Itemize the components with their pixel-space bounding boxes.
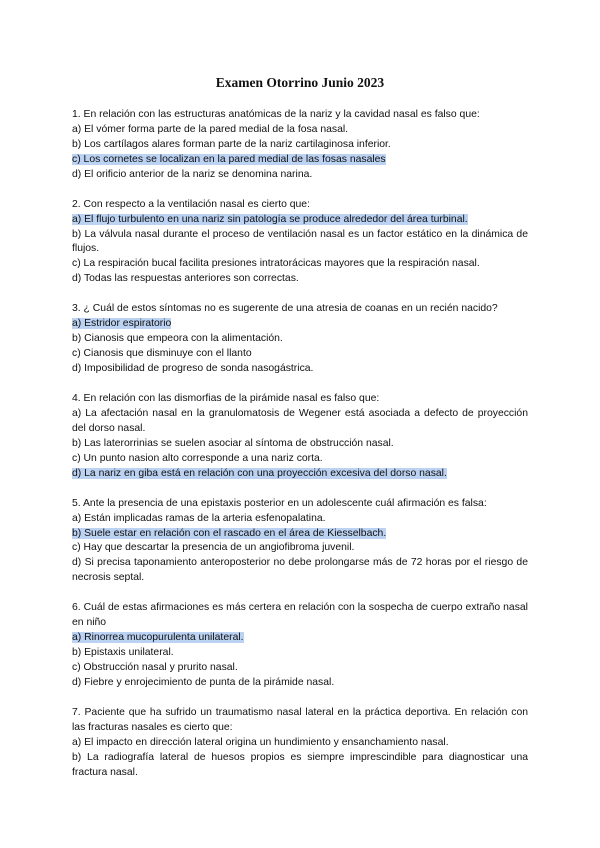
option-c: c) Cianosis que disminuye con el llanto <box>72 348 252 360</box>
question-stem: 2. Con respecto a la ventilación nasal es cierto que: <box>72 198 310 210</box>
question-1 <box>72 108 528 183</box>
option-b: b) Epistaxis unilateral. <box>72 647 174 659</box>
option-d: d) Fiebre y enrojecimiento de punta de la pirámide nasal. <box>72 676 335 688</box>
option-c: c) Un punto nasion alto corresponde a una nariz corta. <box>72 452 323 464</box>
question-list <box>72 108 528 796</box>
option-b: b) Los cartílagos alares forman parte de la nariz cartilaginosa inferior. <box>72 138 391 150</box>
question-4 <box>72 392 528 481</box>
option-c: c) Obstrucción nasal y prurito nasal. <box>72 661 238 673</box>
option-a: a) Están implicadas ramas de la arteria esfenopalatina. <box>72 512 326 524</box>
option-d: d) Todas las respuestas anteriores son correctas. <box>72 273 299 285</box>
question-2 <box>72 198 528 287</box>
option-a: a) La afectación nasal en la granulomatosis de Wegener está asociada a defecto de proyección del dorso nasal. <box>72 407 528 434</box>
option-a: a) El vómer forma parte de la pared medial de la fosa nasal. <box>72 123 349 135</box>
option-b: b) La radiografía lateral de huesos propios es siempre imprescindible para diagnosticar una fractura nasal. <box>72 751 528 778</box>
question-stem: 7. Paciente que ha sufrido un traumatismo nasal lateral en la práctica deportiva. En relación con las fracturas nasales es cierto que: <box>72 706 528 733</box>
question-stem: 3. ¿ Cuál de estos síntomas no es sugerente de una atresia de coanas en un recién nacido? <box>72 303 498 315</box>
option-c: c) La respiración bucal facilita presiones intratorácicas mayores que la respiración nasal. <box>72 258 480 270</box>
option-d: d) Si precisa taponamiento anteroposterior no debe prolongarse más de 72 horas por el riesgo de necrosis septal. <box>72 557 528 584</box>
question-stem: 5. Ante la presencia de una epistaxis posterior en un adolescente cuál afirmación es falsa: <box>72 497 487 509</box>
option-c-highlighted: c) Los cornetes se localizan en la pared medial de las fosas nasales <box>72 153 386 165</box>
question-3 <box>72 302 528 377</box>
question-7 <box>72 706 528 781</box>
question-stem: 6. Cuál de estas afirmaciones es más certera en relación con la sospecha de cuerpo extraño nasal en niño <box>72 602 528 629</box>
option-b-highlighted: b) Suele estar en relación con el rascado en el área de Kiesselbach. <box>72 527 387 539</box>
option-b: b) La válvula nasal durante el proceso de ventilación nasal es un factor estático en la dinámica de flujos. <box>72 228 528 255</box>
option-d: d) Imposibilidad de progreso de sonda nasogástrica. <box>72 362 314 374</box>
option-b: b) Las laterorrinias se suelen asociar al síntoma de obstrucción nasal. <box>72 437 394 449</box>
option-b: b) Cianosis que empeora con la alimentación. <box>72 333 283 345</box>
option-a-highlighted: a) El flujo turbulento en una nariz sin patología se produce alrededor del área turbinal. <box>72 213 468 225</box>
question-6 <box>72 601 528 690</box>
question-stem: 4. En relación con las dismorfias de la pirámide nasal es falso que: <box>72 393 380 405</box>
option-c: c) Hay que descartar la presencia de un angiofibroma juvenil. <box>72 542 355 554</box>
option-a-highlighted: a) Rinorrea mucopurulenta unilateral. <box>72 632 244 644</box>
page-title: Examen Otorrino Junio 2023 <box>215 75 385 90</box>
option-d: d) El orificio anterior de la nariz se denomina narina. <box>72 168 313 180</box>
question-stem: 1. En relación con las estructuras anatómicas de la nariz y la cavidad nasal es falso que: <box>72 109 480 120</box>
option-a-highlighted: a) Estridor espiratorio <box>72 318 172 330</box>
question-5 <box>72 497 528 586</box>
option-d-highlighted: d) La nariz en giba está en relación con una proyección excesiva del dorso nasal. <box>72 467 447 479</box>
option-a: a) El impacto en dirección lateral origina un hundimiento y ensanchamiento nasal. <box>72 736 449 748</box>
